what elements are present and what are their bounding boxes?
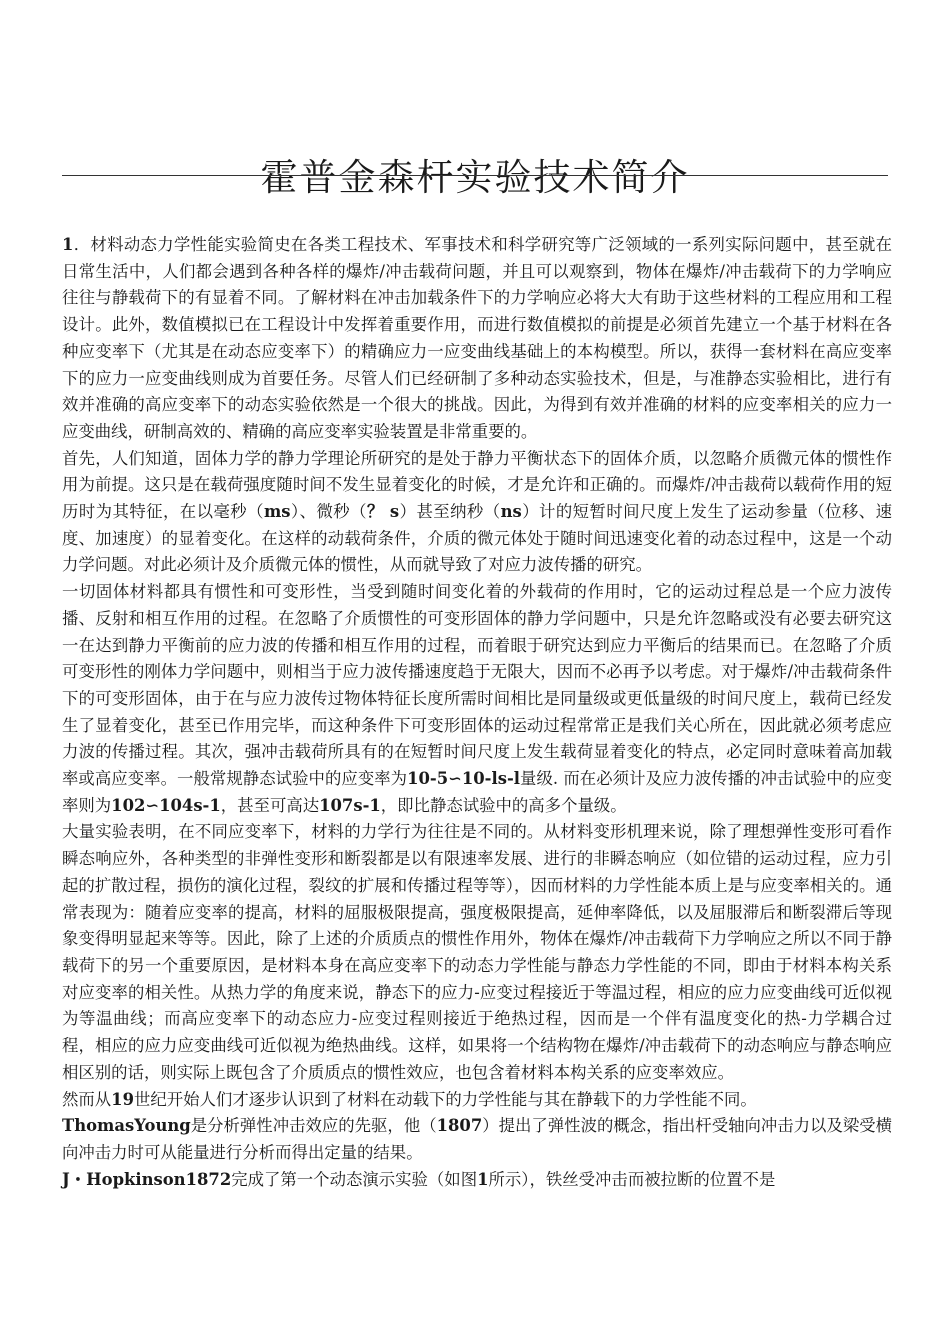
paragraph-thomas-young: [62, 1113, 892, 1166]
unit-ms: ms: [263, 502, 291, 522]
text-run: 首先，人们知道，固体力学的静力学理论所研究的是处于静力平衡状态下的固体介质，以忽略介质微元体的惯性作用为前提。这只是在载荷强度随时间不发生显着变化的时候，才是允许和正确的。而爆炸/冲击裁荷以载荷作用的短历时为其特征，在以毫秒（: [62, 448, 892, 522]
name-thomas-young: ThomasYoung: [62, 1116, 191, 1136]
paragraph-19th-century: [62, 1087, 892, 1114]
text-run: 是分析弹性冲击效应的先驱，他（: [190, 1116, 437, 1136]
year-1807: 1807: [436, 1116, 483, 1136]
text-run: ）计的短暂时间尺度上发生了运动参量（位移、速度、加速度）的显着变化。在这样的动载荷条件，介质的微元体处于随时间迅速变化着的动态过程中，这是一个动力学问题。对此必须计及介质微元体的惯性，从而就导致了对应力波传播的研究。: [62, 502, 893, 575]
text-run: 一切固体材料都具有惯性和可变形性，当受到随时间变化着的外载荷的作用时，它的运动过程总是一个应力波传播、反射和相互作用的过程。在忽略了介质惯性的可变形固体的静力学问题中，只是允许忽略或没有必要去研究这一在达到静力平衡前的应力波的传播和相互作用的过程，而着眼于研究达到应力平衡后的结果而已。在忽略了介质可变形性的刚体力学问题中，则相当于应力波传播速度趋于无限大，因而不必再予以考虑。对于爆炸/冲击载荷条件下的可变形固体，由于在与应力波传过物体特征长度所需时间相比是同量级或更低量级的时间尺度上，载荷已经发生了显着变化，甚至已作用完毕，而这种条件下可变形固体的运动过程常常正是我们关心所在，因此就必须考虑应力波的传播过程。其次，强冲击载荷所具有的在短暂时间尺度上发生载荷显着变化的特点，必定同时意味着高加载率或高应变率。一般常规静态试验中的应变率为: [62, 582, 892, 789]
unit-us: ？ s: [366, 502, 400, 522]
text-run: ）提出了弹性波的概念，指出杆受轴向冲击力以及梁受横向冲击力时可从能量进行分析而得出定量的结果。: [62, 1116, 892, 1162]
unit-ns: ns: [500, 502, 522, 522]
strain-rate-max: 107s-1: [319, 795, 381, 815]
section-number: 1: [62, 235, 74, 254]
text-run: 世纪开始人们才逐步认识到了材料在动载下的力学性能与其在静载下的力学性能不同。: [133, 1089, 757, 1109]
paragraph-hopkinson: [62, 1167, 892, 1194]
text-run: ）、微秒（: [290, 502, 367, 522]
text-run: 量级. 而在必须计及应力波传播的冲击试验中的应变率则为: [62, 769, 893, 815]
strain-rate-static: 10-5∽10-ls-l: [407, 769, 520, 789]
paragraph-strain-rate-effect: 大量实验表明，在不同应变率下，材料的力学行为往往是不同的。从材料变形机理来说，除了理想弹性变形可看作瞬态响应外，各种类型的非弹性变形和断裂都是以有限速率发展、进行的非瞬态响应（如位错的运动过程，应力引起的扩散过程，损伤的演化过程，裂纹的扩展和传播过程等等），因而材料的力学性能本质上是与应变率相关的。通常表现为：随着应变率的提高，材料的屈服极限提高，强度极限提高，延伸率降低，以及屈服滞后和断裂滞后等现象变得明显起来等等。因此，除了上述的介质质点的惯性作用外，物体在爆炸/冲击载荷下力学响应之所以不同于静载荷下的另一个重要原因，是材料本身在高应变率下的动态力学性能与静态力学性能的不同，即由于材料本构关系对应变率的相关性。从热力学的角度来说，静态下的应力-应变过程接近于等温过程，相应的应力应变曲线可近似视为等温曲线；而高应变率下的动态应力-应变过程则接近于绝热过程，因而是一个伴有温度变化的热-力学耦合过程，相应的应力应变曲线可近似视为绝热曲线。这样，如果将一个结构物在爆炸/冲击载荷下的动态响应与静态响应相区别的话，则实际上既包含了介质质点的惯性效应，也包含着材料本构关系的应变率效应。: [62, 822, 892, 1082]
title-underline: [62, 175, 888, 176]
paragraph-stress-waves: [62, 579, 892, 819]
text-run: ）甚至纳秒（: [399, 502, 501, 522]
strain-rate-impact: 102∽104s-1: [111, 795, 221, 815]
text-run: 所示），铁丝受冲击而被拉断的位置不是: [488, 1169, 776, 1189]
document-body: [62, 232, 892, 1193]
figure-number: 1: [477, 1169, 489, 1189]
paragraph-text: ．材料动态力学性能实验简史在各类工程技术、军事技术和科学研究等广泛领域的一系列实际问题中，甚至就在日常生活中，人们都会遇到各种各样的爆炸/冲击载荷问题，并且可以观察到，物体在爆炸/冲击载荷下的力学响应往往与静载荷下的有显着不同。了解材料在冲击加载条件下的力学响应必将大大有助于这些材料的工程应用和工程设计。此外，数值模拟已在工程设计中发挥着重要作用，而进行数值模拟的前提是必须首先建立一个基于材料在各种应变率下（尤其是在动态应变率下）的精确应力一应变曲线基础上的本构模型。所以，获得一套材料在高应变率下的应力一应变曲线则成为首要任务。尽管人们已经研制了多种动态实验技术，但是，与准静态实验相比，进行有效并准确的高应变率下的动态实验依然是一个很大的挑战。因此，为得到有效并准确的材料的应变率相关的应力一应变曲线，研制高效的、精确的高应变率实验装置是非常重要的。: [62, 235, 892, 441]
text-run: 完成了第一个动态演示实验（如图: [231, 1169, 478, 1189]
text-run: 然而从: [62, 1089, 112, 1109]
paragraph-history: [62, 232, 892, 446]
paragraph-statics: [62, 446, 892, 580]
text-run: ，即比静态试验中的高多个量级。: [380, 795, 627, 815]
century-number: 19: [111, 1089, 134, 1109]
document-title: 霍普金森杆实验技术简介: [260, 155, 690, 199]
name-hopkinson: J・Hopkinson1872: [62, 1169, 232, 1189]
text-run: ，甚至可高达: [220, 795, 320, 815]
